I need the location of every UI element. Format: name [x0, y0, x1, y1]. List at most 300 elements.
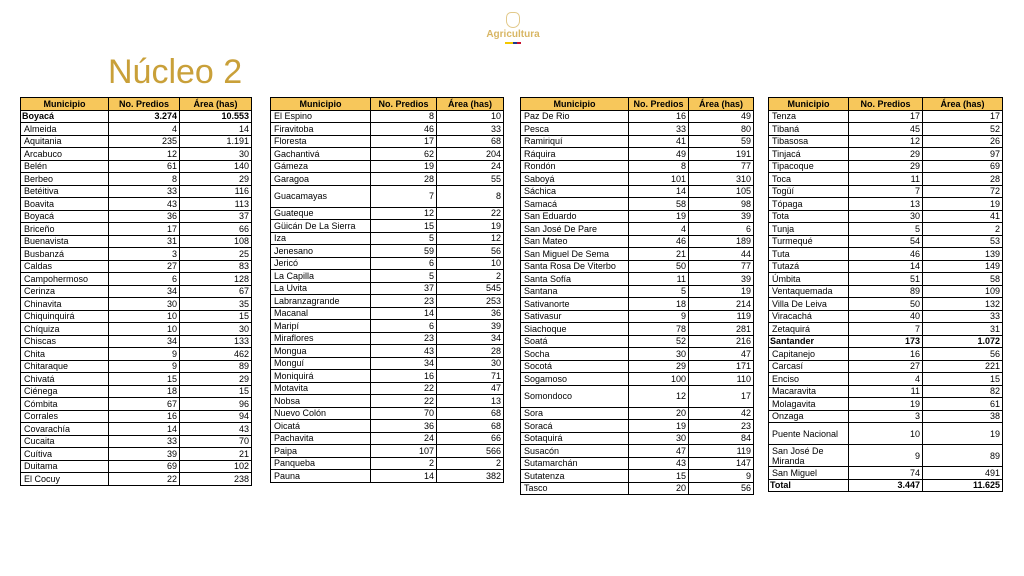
cell-area: 19: [689, 285, 754, 298]
cell-no-predios: 4: [629, 223, 689, 236]
cell-no-predios: 29: [849, 160, 923, 173]
cell-area: 53: [923, 235, 1003, 248]
cell-no-predios: 37: [371, 282, 437, 295]
cell-municipio: Paipa: [271, 445, 371, 458]
cell-municipio: Guateque: [271, 207, 371, 220]
table-row: [21, 248, 252, 261]
cell-municipio: Tenza: [769, 110, 849, 123]
cell-municipio: Toca: [769, 173, 849, 186]
cell-area: 17: [923, 110, 1003, 123]
cell-area: 98: [689, 198, 754, 211]
cell-municipio: Guacamayas: [271, 185, 371, 207]
municipios-table-4: [768, 97, 1003, 492]
cell-municipio: Paz De Rio: [521, 110, 629, 123]
cell-municipio: Labranzagrande: [271, 295, 371, 308]
cell-municipio: Santander: [769, 335, 849, 348]
cell-municipio: Güicán De La Sierra: [271, 220, 371, 233]
cell-municipio: Sativasur: [521, 310, 629, 323]
cell-municipio: Turmequé: [769, 235, 849, 248]
cell-municipio: Gachantivá: [271, 148, 371, 161]
page-title: Núcleo 2: [108, 53, 243, 91]
cell-area: 113: [180, 198, 252, 211]
cell-area: 71: [437, 370, 504, 383]
table-row: [769, 185, 1003, 198]
table-row: [271, 295, 504, 308]
cell-no-predios: 5: [371, 270, 437, 283]
agricultura-logo: [478, 12, 548, 56]
table-row: [769, 323, 1003, 336]
cell-municipio: Garagoa: [271, 173, 371, 186]
cell-municipio: Tipacoque: [769, 160, 849, 173]
table-row: [769, 260, 1003, 273]
cell-area: 67: [180, 285, 252, 298]
cell-municipio: Zetaquirá: [769, 323, 849, 336]
table-row: [21, 235, 252, 248]
cell-no-predios: 51: [849, 273, 923, 286]
table-header-row: [271, 98, 504, 111]
cell-area: 56: [437, 245, 504, 258]
cell-area: 84: [689, 432, 754, 445]
cell-municipio: Socha: [521, 348, 629, 361]
cell-area: 77: [689, 160, 754, 173]
cell-municipio: Floresta: [271, 135, 371, 148]
header-no-predios: No. Predios: [849, 98, 923, 111]
table-row: [21, 360, 252, 373]
cell-no-predios: 67: [109, 398, 180, 411]
cell-no-predios: 6: [371, 320, 437, 333]
table-group-row: [21, 110, 252, 123]
table-row: [769, 248, 1003, 261]
cell-area: 59: [689, 135, 754, 148]
cell-municipio: Cucaita: [21, 435, 109, 448]
cell-municipio: Santana: [521, 285, 629, 298]
cell-municipio: San José De Miranda: [769, 445, 849, 467]
cell-municipio: Boavita: [21, 198, 109, 211]
table-header-row: [521, 98, 754, 111]
cell-no-predios: 34: [109, 335, 180, 348]
cell-municipio: Soracá: [521, 420, 629, 433]
cell-no-predios: 3.447: [849, 479, 923, 492]
cell-no-predios: 5: [629, 285, 689, 298]
cell-area: 140: [180, 160, 252, 173]
cell-area: 42: [689, 407, 754, 420]
municipios-table-2: [270, 97, 504, 483]
table-row: [271, 245, 504, 258]
cell-area: 8: [437, 185, 504, 207]
table-row: [271, 370, 504, 383]
table-row: [521, 360, 754, 373]
cell-no-predios: 41: [629, 135, 689, 148]
cell-no-predios: 34: [109, 285, 180, 298]
cell-area: 29: [180, 173, 252, 186]
cell-municipio: Aquitania: [21, 135, 109, 148]
cell-no-predios: 8: [109, 173, 180, 186]
cell-municipio: Ráquira: [521, 148, 629, 161]
table-row: [769, 398, 1003, 411]
cell-no-predios: 10: [109, 310, 180, 323]
cell-no-predios: 62: [371, 148, 437, 161]
cell-area: 43: [180, 423, 252, 436]
cell-area: 149: [923, 260, 1003, 273]
cell-area: 204: [437, 148, 504, 161]
cell-municipio: Caldas: [21, 260, 109, 273]
cell-municipio: Monguí: [271, 357, 371, 370]
cell-no-predios: 11: [629, 273, 689, 286]
cell-no-predios: 16: [109, 410, 180, 423]
table-header-row: [21, 98, 252, 111]
cell-no-predios: 29: [849, 148, 923, 161]
cell-municipio: Chíquiza: [21, 323, 109, 336]
cell-area: 382: [437, 470, 504, 483]
cell-area: 17: [689, 385, 754, 407]
cell-area: 77: [689, 260, 754, 273]
cell-municipio: Duitama: [21, 460, 109, 473]
table-row: [521, 198, 754, 211]
cell-area: 281: [689, 323, 754, 336]
cell-area: 31: [923, 323, 1003, 336]
cell-area: 96: [180, 398, 252, 411]
table-row: [21, 298, 252, 311]
cell-municipio: Belén: [21, 160, 109, 173]
cell-no-predios: 235: [109, 135, 180, 148]
cell-no-predios: 30: [629, 432, 689, 445]
cell-municipio: Arcabuco: [21, 148, 109, 161]
cell-area: 41: [923, 210, 1003, 223]
table-row: [271, 307, 504, 320]
table-row: [21, 123, 252, 136]
cell-no-predios: 17: [109, 223, 180, 236]
table-row: [769, 410, 1003, 423]
table-row: [521, 110, 754, 123]
cell-no-predios: 52: [629, 335, 689, 348]
cell-municipio: Pachavita: [271, 432, 371, 445]
cell-area: 72: [923, 185, 1003, 198]
cell-municipio: Covarachía: [21, 423, 109, 436]
cell-municipio: Saboyá: [521, 173, 629, 186]
table-row: [769, 310, 1003, 323]
cell-municipio: Tuta: [769, 248, 849, 261]
cell-municipio: Viracachá: [769, 310, 849, 323]
cell-no-predios: 43: [371, 345, 437, 358]
cell-area: 30: [437, 357, 504, 370]
cell-municipio: Chiquinquirá: [21, 310, 109, 323]
cell-municipio: Puente Nacional: [769, 423, 849, 445]
cell-area: 105: [689, 185, 754, 198]
cell-no-predios: 101: [629, 173, 689, 186]
cell-area: 39: [689, 210, 754, 223]
cell-area: 310: [689, 173, 754, 186]
cell-no-predios: 46: [629, 235, 689, 248]
cell-municipio: Tinjacá: [769, 148, 849, 161]
cell-no-predios: 14: [849, 260, 923, 273]
table-row: [521, 385, 754, 407]
cell-municipio: Jenesano: [271, 245, 371, 258]
cell-municipio: Rondón: [521, 160, 629, 173]
table-row: [21, 260, 252, 273]
cell-no-predios: 11: [849, 173, 923, 186]
table-row: [769, 148, 1003, 161]
table-row: [769, 173, 1003, 186]
cell-area: 9: [689, 470, 754, 483]
header-no-predios: No. Predios: [109, 98, 180, 111]
cell-area: 56: [689, 482, 754, 495]
cell-area: 119: [689, 445, 754, 458]
table-row: [271, 282, 504, 295]
municipios-table-3: [520, 97, 754, 495]
cell-area: 47: [437, 382, 504, 395]
cell-municipio: Ventaquemada: [769, 285, 849, 298]
cell-municipio: Briceño: [21, 223, 109, 236]
cell-area: 14: [180, 123, 252, 136]
cell-municipio: Gámeza: [271, 160, 371, 173]
table-row: [271, 457, 504, 470]
header-area: Área (has): [689, 98, 754, 111]
table-row: [271, 173, 504, 186]
cell-municipio: Campohermoso: [21, 273, 109, 286]
cell-municipio: Total: [769, 479, 849, 492]
table-row: [521, 432, 754, 445]
cell-municipio: Sogamoso: [521, 373, 629, 386]
cell-no-predios: 49: [629, 148, 689, 161]
table-row: [21, 385, 252, 398]
cell-area: 97: [923, 148, 1003, 161]
cell-municipio: San José De Pare: [521, 223, 629, 236]
cell-no-predios: 10: [849, 423, 923, 445]
table-row: [21, 373, 252, 386]
table-row: [521, 160, 754, 173]
table-row: [769, 285, 1003, 298]
header-municipio: Municipio: [769, 98, 849, 111]
cell-no-predios: 58: [629, 198, 689, 211]
table-row: [521, 482, 754, 495]
cell-area: 10.553: [180, 110, 252, 123]
municipios-table-1: [20, 97, 252, 486]
cell-no-predios: 30: [629, 348, 689, 361]
cell-area: 89: [180, 360, 252, 373]
table-row: [769, 123, 1003, 136]
cell-municipio: Ramiriquí: [521, 135, 629, 148]
table-row: [769, 235, 1003, 248]
cell-no-predios: 54: [849, 235, 923, 248]
cell-municipio: Firavitoba: [271, 123, 371, 136]
cell-no-predios: 16: [849, 348, 923, 361]
table-row: [521, 123, 754, 136]
cell-area: 94: [180, 410, 252, 423]
cell-no-predios: 6: [109, 273, 180, 286]
table-row: [271, 160, 504, 173]
cell-municipio: Somondoco: [521, 385, 629, 407]
cell-area: 66: [437, 432, 504, 445]
cell-municipio: Chinavita: [21, 298, 109, 311]
cell-area: 37: [180, 210, 252, 223]
cell-municipio: Iza: [271, 232, 371, 245]
cell-no-predios: 7: [849, 323, 923, 336]
cell-no-predios: 7: [371, 185, 437, 207]
cell-area: 61: [923, 398, 1003, 411]
cell-no-predios: 33: [629, 123, 689, 136]
table-row: [21, 285, 252, 298]
cell-area: 33: [437, 123, 504, 136]
table-row: [521, 273, 754, 286]
table-row: [21, 310, 252, 323]
cell-area: 70: [180, 435, 252, 448]
cell-no-predios: 14: [371, 307, 437, 320]
cell-no-predios: 33: [109, 185, 180, 198]
table-row: [21, 460, 252, 473]
cell-no-predios: 20: [629, 407, 689, 420]
cell-no-predios: 12: [849, 135, 923, 148]
cell-area: 19: [437, 220, 504, 233]
cell-no-predios: 173: [849, 335, 923, 348]
table-group-row: [769, 479, 1003, 492]
cell-area: 2: [923, 223, 1003, 236]
table-row: [271, 320, 504, 333]
cell-municipio: Nuevo Colón: [271, 407, 371, 420]
cell-area: 44: [689, 248, 754, 261]
cell-municipio: Úmbita: [769, 273, 849, 286]
cell-municipio: Panqueba: [271, 457, 371, 470]
table-row: [21, 135, 252, 148]
cell-municipio: Tibaná: [769, 123, 849, 136]
cell-municipio: Pauna: [271, 470, 371, 483]
table-row: [521, 310, 754, 323]
cell-area: 19: [923, 423, 1003, 445]
cell-no-predios: 15: [109, 373, 180, 386]
cell-no-predios: 22: [371, 395, 437, 408]
header-no-predios: No. Predios: [371, 98, 437, 111]
table-row: [769, 360, 1003, 373]
table-row: [271, 148, 504, 161]
cell-area: 1.191: [180, 135, 252, 148]
cell-municipio: El Cocuy: [21, 473, 109, 486]
cell-no-predios: 30: [849, 210, 923, 223]
cell-area: 82: [923, 385, 1003, 398]
cell-area: 2: [437, 270, 504, 283]
cell-area: 38: [923, 410, 1003, 423]
cell-area: 52: [923, 123, 1003, 136]
cell-area: 133: [180, 335, 252, 348]
cell-municipio: Corrales: [21, 410, 109, 423]
cell-area: 28: [437, 345, 504, 358]
cell-no-predios: 31: [109, 235, 180, 248]
table-row: [271, 407, 504, 420]
cell-area: 10: [437, 110, 504, 123]
cell-municipio: San Miguel De Sema: [521, 248, 629, 261]
cell-municipio: Chita: [21, 348, 109, 361]
cell-area: 89: [923, 445, 1003, 467]
cell-area: 83: [180, 260, 252, 273]
table-row: [769, 223, 1003, 236]
cell-municipio: El Espino: [271, 110, 371, 123]
cell-area: 19: [923, 198, 1003, 211]
table-row: [271, 110, 504, 123]
cell-municipio: Pesca: [521, 123, 629, 136]
cell-area: 10: [437, 257, 504, 270]
cell-no-predios: 9: [109, 348, 180, 361]
cell-municipio: Tópaga: [769, 198, 849, 211]
cell-municipio: Sutatenza: [521, 470, 629, 483]
cell-no-predios: 10: [109, 323, 180, 336]
table-row: [271, 332, 504, 345]
cell-municipio: La Capilla: [271, 270, 371, 283]
cell-no-predios: 11: [849, 385, 923, 398]
cell-municipio: Mongua: [271, 345, 371, 358]
table-row: [21, 198, 252, 211]
cell-municipio: Busbanzá: [21, 248, 109, 261]
table-row: [769, 135, 1003, 148]
table-row: [521, 185, 754, 198]
header-no-predios: No. Predios: [629, 98, 689, 111]
table-row: [521, 223, 754, 236]
cell-municipio: Nobsa: [271, 395, 371, 408]
cell-municipio: Moniquirá: [271, 370, 371, 383]
cell-no-predios: 20: [629, 482, 689, 495]
cell-no-predios: 8: [371, 110, 437, 123]
cell-municipio: Cómbita: [21, 398, 109, 411]
table-row: [521, 470, 754, 483]
cell-no-predios: 3: [109, 248, 180, 261]
cell-area: 49: [689, 110, 754, 123]
cell-no-predios: 107: [371, 445, 437, 458]
table-row: [521, 298, 754, 311]
cell-no-predios: 12: [109, 148, 180, 161]
cell-no-predios: 2: [371, 457, 437, 470]
table-row: [271, 135, 504, 148]
table-row: [21, 448, 252, 461]
table-row: [21, 473, 252, 486]
cell-area: 147: [689, 457, 754, 470]
table-row: [271, 207, 504, 220]
cell-no-predios: 3: [849, 410, 923, 423]
cell-area: 21: [180, 448, 252, 461]
cell-municipio: Enciso: [769, 373, 849, 386]
cell-no-predios: 40: [849, 310, 923, 323]
cell-area: 68: [437, 135, 504, 148]
cell-area: 11.625: [923, 479, 1003, 492]
cell-area: 68: [437, 420, 504, 433]
cell-no-predios: 50: [849, 298, 923, 311]
cell-area: 13: [437, 395, 504, 408]
cell-no-predios: 43: [109, 198, 180, 211]
table-row: [21, 210, 252, 223]
table-group-row: [769, 335, 1003, 348]
cell-no-predios: 36: [371, 420, 437, 433]
cell-no-predios: 19: [849, 398, 923, 411]
cell-municipio: Sativanorte: [521, 298, 629, 311]
table-row: [21, 160, 252, 173]
table-row: [21, 423, 252, 436]
table-row: [521, 407, 754, 420]
cell-municipio: Sora: [521, 407, 629, 420]
cell-municipio: Tota: [769, 210, 849, 223]
cell-area: 12: [437, 232, 504, 245]
cell-area: 15: [923, 373, 1003, 386]
cell-area: 58: [923, 273, 1003, 286]
table-row: [769, 198, 1003, 211]
cell-area: 139: [923, 248, 1003, 261]
table-row: [521, 373, 754, 386]
cell-area: 214: [689, 298, 754, 311]
table-row: [521, 457, 754, 470]
cell-area: 56: [923, 348, 1003, 361]
cell-area: 462: [180, 348, 252, 361]
cell-municipio: Berbeo: [21, 173, 109, 186]
cell-municipio: Sutamarchán: [521, 457, 629, 470]
cell-municipio: Boyacá: [21, 210, 109, 223]
cell-no-predios: 27: [109, 260, 180, 273]
cell-municipio: Sáchica: [521, 185, 629, 198]
cell-municipio: Almeida: [21, 123, 109, 136]
